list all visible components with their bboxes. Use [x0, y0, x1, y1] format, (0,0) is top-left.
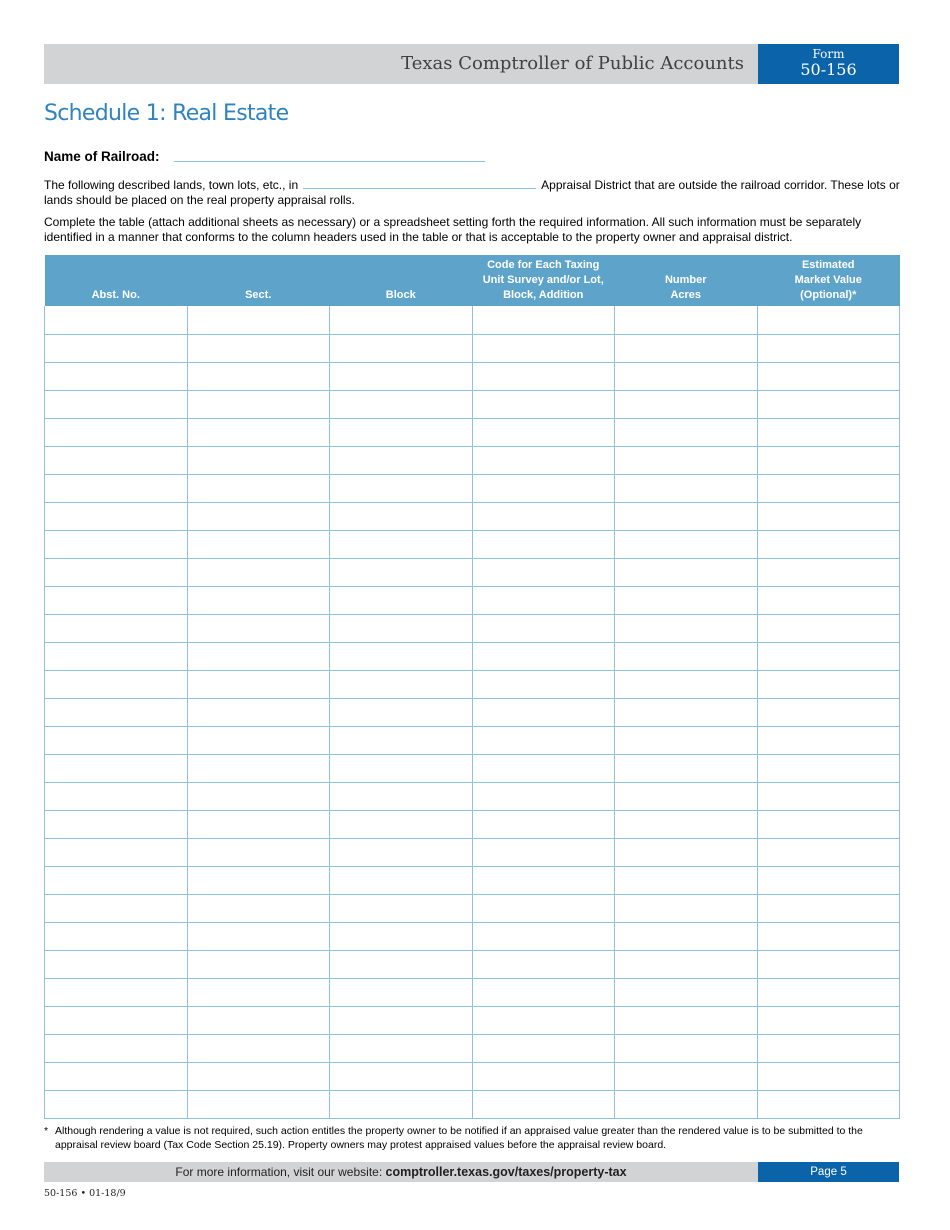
table-cell[interactable]: [757, 474, 900, 502]
column-header: [187, 255, 330, 306]
real-estate-table: [44, 255, 900, 1119]
table-cell[interactable]: [45, 642, 188, 670]
table-cell[interactable]: [472, 446, 615, 474]
table-row: [45, 502, 900, 530]
table-cell[interactable]: [45, 614, 188, 642]
table-cell[interactable]: [472, 530, 615, 558]
table-cell[interactable]: [45, 978, 188, 1006]
table-cell[interactable]: [45, 894, 188, 922]
table-cell[interactable]: [472, 1034, 615, 1062]
table-cell[interactable]: [472, 698, 615, 726]
table-cell[interactable]: [615, 866, 758, 894]
table-cell[interactable]: [615, 614, 758, 642]
railroad-name-label: Name of Railroad:: [44, 149, 160, 164]
table-row: [45, 726, 900, 754]
table-cell[interactable]: [757, 362, 900, 390]
table-cell[interactable]: [615, 670, 758, 698]
table-cell[interactable]: [615, 502, 758, 530]
table-cell[interactable]: [187, 782, 330, 810]
column-header-line: Unit Survey and/or Lot,: [482, 274, 604, 286]
table-row: [45, 866, 900, 894]
table-cell[interactable]: [757, 390, 900, 418]
table-cell[interactable]: [757, 1006, 900, 1034]
table-cell[interactable]: [472, 1062, 615, 1090]
table-cell[interactable]: [187, 894, 330, 922]
table-cell[interactable]: [757, 782, 900, 810]
column-header-line: Block, Addition: [503, 289, 584, 301]
table-cell[interactable]: [472, 978, 615, 1006]
table-cell[interactable]: [757, 558, 900, 586]
table-cell[interactable]: [330, 810, 473, 838]
table-cell[interactable]: [615, 446, 758, 474]
column-header: [615, 255, 758, 306]
table-cell[interactable]: [187, 614, 330, 642]
table-row: [45, 418, 900, 446]
table-row: [45, 446, 900, 474]
table-row: [45, 558, 900, 586]
table-cell[interactable]: [187, 446, 330, 474]
railroad-name-field[interactable]: [174, 161, 485, 162]
intro-paragraph: [44, 178, 900, 208]
table-row: [45, 1062, 900, 1090]
table-cell[interactable]: [45, 670, 188, 698]
table-row: [45, 334, 900, 362]
table-cell[interactable]: [187, 390, 330, 418]
table-row: [45, 586, 900, 614]
real-estate-table-container: [44, 255, 900, 1119]
table-cell[interactable]: [45, 1006, 188, 1034]
footnote-text: Although rendering a value is not required, such action entitles the property owner to be notified if an appraised value greater than the rendered value is to be submitted to the appraisal review board (Tax Code Section 25.19). Property owners may protest appraised values before the appraisal review board.: [55, 1125, 863, 1151]
table-cell[interactable]: [330, 390, 473, 418]
table-cell[interactable]: [472, 418, 615, 446]
table-cell[interactable]: [615, 698, 758, 726]
table-cell[interactable]: [187, 922, 330, 950]
table-cell[interactable]: [472, 334, 615, 362]
table-cell[interactable]: [330, 754, 473, 782]
table-cell[interactable]: [757, 530, 900, 558]
table-cell[interactable]: [330, 838, 473, 866]
table-cell[interactable]: [330, 698, 473, 726]
table-cell[interactable]: [330, 334, 473, 362]
table-cell[interactable]: [187, 558, 330, 586]
table-cell[interactable]: [45, 698, 188, 726]
table-cell[interactable]: [615, 586, 758, 614]
table-cell[interactable]: [187, 1006, 330, 1034]
table-cell[interactable]: [330, 586, 473, 614]
table-cell[interactable]: [472, 1090, 615, 1118]
table-cell[interactable]: [472, 670, 615, 698]
column-header-line: Market Value: [794, 274, 862, 286]
table-cell[interactable]: [187, 838, 330, 866]
table-cell[interactable]: [472, 922, 615, 950]
column-header: [45, 255, 188, 306]
table-row: [45, 810, 900, 838]
table-cell[interactable]: [330, 446, 473, 474]
table-cell[interactable]: [615, 558, 758, 586]
table-cell[interactable]: [45, 1062, 188, 1090]
table-cell[interactable]: [45, 390, 188, 418]
table-cell[interactable]: [45, 1090, 188, 1118]
column-header-line: Acres: [670, 289, 702, 301]
table-cell[interactable]: [187, 698, 330, 726]
table-cell[interactable]: [757, 810, 900, 838]
table-cell[interactable]: [757, 726, 900, 754]
table-cell[interactable]: [45, 502, 188, 530]
table-cell[interactable]: [330, 642, 473, 670]
table-cell[interactable]: [187, 530, 330, 558]
table-cell[interactable]: [45, 474, 188, 502]
table-cell[interactable]: [187, 670, 330, 698]
table-cell[interactable]: [615, 1090, 758, 1118]
table-cell[interactable]: [45, 362, 188, 390]
instructions-paragraph: Complete the table (attach additional sheets as necessary) or a spreadsheet setting forth the required information. All such information must be separately identified in a manner that conforms to the column headers used in the table or that is acceptable to the property owner and appraisal district.: [44, 215, 862, 244]
table-cell[interactable]: [330, 306, 473, 334]
column-header-line: (Optional)*: [800, 289, 857, 301]
table-row: [45, 782, 900, 810]
table-cell[interactable]: [330, 978, 473, 1006]
table-row: [45, 698, 900, 726]
table-cell[interactable]: [615, 418, 758, 446]
table-cell[interactable]: [330, 726, 473, 754]
table-cell[interactable]: [757, 866, 900, 894]
table-row: [45, 362, 900, 390]
table-cell[interactable]: [615, 530, 758, 558]
table-row: [45, 1090, 900, 1118]
table-cell[interactable]: [757, 642, 900, 670]
table-row: [45, 894, 900, 922]
column-header-line: Number: [664, 274, 707, 286]
table-body: [45, 306, 900, 1118]
table-cell[interactable]: [45, 754, 188, 782]
table-cell[interactable]: [45, 530, 188, 558]
table-cell[interactable]: [45, 418, 188, 446]
table-cell[interactable]: [472, 950, 615, 978]
table-cell[interactable]: [187, 418, 330, 446]
table-cell[interactable]: [472, 782, 615, 810]
table-cell[interactable]: [330, 418, 473, 446]
column-header-line: Abst. No.: [91, 289, 140, 301]
table-cell[interactable]: [757, 922, 900, 950]
table-cell[interactable]: [330, 474, 473, 502]
table-cell[interactable]: [615, 978, 758, 1006]
table-row: [45, 306, 900, 334]
table-row: [45, 754, 900, 782]
table-cell[interactable]: [330, 614, 473, 642]
table-row: [45, 670, 900, 698]
table-cell[interactable]: [472, 306, 615, 334]
page-number: Page 5: [758, 1162, 899, 1182]
table-cell[interactable]: [757, 306, 900, 334]
table-cell[interactable]: [330, 894, 473, 922]
footnote: [44, 1125, 900, 1152]
table-cell[interactable]: [472, 894, 615, 922]
table-cell[interactable]: [757, 978, 900, 1006]
table-cell[interactable]: [615, 334, 758, 362]
table-cell[interactable]: [45, 446, 188, 474]
table-row: [45, 642, 900, 670]
table-cell[interactable]: [472, 614, 615, 642]
table-row: [45, 474, 900, 502]
table-cell[interactable]: [45, 866, 188, 894]
table-cell[interactable]: [615, 362, 758, 390]
table-cell[interactable]: [330, 1034, 473, 1062]
column-header: [472, 255, 615, 306]
table-cell[interactable]: [472, 502, 615, 530]
table-cell[interactable]: [187, 362, 330, 390]
table-cell[interactable]: [187, 474, 330, 502]
table-cell[interactable]: [187, 1090, 330, 1118]
table-cell[interactable]: [615, 810, 758, 838]
table-cell[interactable]: [187, 726, 330, 754]
table-cell[interactable]: [615, 922, 758, 950]
column-header-line: Sect.: [245, 289, 272, 301]
table-cell[interactable]: [757, 502, 900, 530]
table-cell[interactable]: [187, 502, 330, 530]
table-cell[interactable]: [330, 922, 473, 950]
table-cell[interactable]: [187, 978, 330, 1006]
table-cell[interactable]: [757, 418, 900, 446]
form-number: 50-156: [800, 60, 857, 79]
table-cell[interactable]: [615, 642, 758, 670]
table-row: [45, 390, 900, 418]
table-cell[interactable]: [615, 894, 758, 922]
table-cell[interactable]: [187, 754, 330, 782]
footnote-marker: *: [44, 1125, 49, 1137]
table-row: [45, 922, 900, 950]
table-cell[interactable]: [472, 558, 615, 586]
column-header-line: Estimated: [801, 259, 855, 271]
form-label: Form: [812, 47, 845, 61]
table-cell[interactable]: [330, 362, 473, 390]
table-cell[interactable]: [330, 1090, 473, 1118]
table-cell[interactable]: [330, 558, 473, 586]
table-cell[interactable]: [757, 754, 900, 782]
column-header-line: Block: [385, 289, 416, 301]
table-cell[interactable]: [615, 838, 758, 866]
table-cell[interactable]: [615, 1006, 758, 1034]
table-cell[interactable]: [472, 586, 615, 614]
table-row: [45, 1034, 900, 1062]
table-cell[interactable]: [757, 894, 900, 922]
table-row: [45, 614, 900, 642]
railroad-name-row: [44, 148, 504, 166]
table-row: [45, 838, 900, 866]
table-cell[interactable]: [757, 1034, 900, 1062]
column-header: [330, 255, 473, 306]
table-cell[interactable]: [757, 1062, 900, 1090]
table-cell[interactable]: [615, 390, 758, 418]
table-row: [45, 530, 900, 558]
table-cell[interactable]: [187, 586, 330, 614]
schedule-title: Schedule 1: Real Estate: [44, 101, 289, 126]
table-cell[interactable]: [45, 1034, 188, 1062]
table-cell[interactable]: [472, 474, 615, 502]
column-header: [757, 255, 900, 306]
table-cell[interactable]: [45, 950, 188, 978]
table-cell[interactable]: [187, 810, 330, 838]
form-revision-code: 50-156 • 01-18/9: [44, 1188, 126, 1199]
table-cell[interactable]: [45, 558, 188, 586]
table-cell[interactable]: [45, 334, 188, 362]
table-cell[interactable]: [330, 1062, 473, 1090]
agency-title: Texas Comptroller of Public Accounts: [401, 53, 744, 74]
table-cell[interactable]: [615, 1034, 758, 1062]
table-cell[interactable]: [187, 642, 330, 670]
table-cell[interactable]: [330, 530, 473, 558]
website-link[interactable]: comptroller.texas.gov/taxes/property-tax: [385, 1165, 627, 1179]
table-cell[interactable]: [757, 446, 900, 474]
table-cell[interactable]: [187, 306, 330, 334]
table-cell[interactable]: [757, 614, 900, 642]
table-cell[interactable]: [330, 1006, 473, 1034]
table-cell[interactable]: [45, 922, 188, 950]
table-cell[interactable]: [757, 586, 900, 614]
form-number-box: [758, 44, 899, 84]
table-row: [45, 950, 900, 978]
column-header-line: Code for Each Taxing: [487, 259, 600, 271]
table-cell[interactable]: [187, 866, 330, 894]
table-cell[interactable]: [472, 390, 615, 418]
table-row: [45, 978, 900, 1006]
table-cell[interactable]: [330, 670, 473, 698]
table-cell[interactable]: [757, 670, 900, 698]
table-cell[interactable]: [187, 334, 330, 362]
table-cell[interactable]: [615, 726, 758, 754]
footer-bar: [44, 1162, 758, 1182]
table-cell[interactable]: [187, 1062, 330, 1090]
table-cell[interactable]: [472, 754, 615, 782]
table-cell[interactable]: [45, 586, 188, 614]
table-cell[interactable]: [45, 726, 188, 754]
table-row: [45, 1006, 900, 1034]
intro-text-after: Appraisal District that are outside the railroad corridor. These lots or lands should be placed on the real property appraisal rolls.: [44, 178, 900, 207]
table-cell[interactable]: [757, 838, 900, 866]
appraisal-district-field[interactable]: [303, 179, 536, 189]
table-cell[interactable]: [615, 1062, 758, 1090]
table-cell[interactable]: [757, 1090, 900, 1118]
table-cell[interactable]: [615, 306, 758, 334]
table-cell[interactable]: [45, 838, 188, 866]
footer-info-text: For more information, visit our website:: [175, 1165, 383, 1179]
table-cell[interactable]: [330, 502, 473, 530]
table-cell[interactable]: [472, 866, 615, 894]
table-cell[interactable]: [330, 950, 473, 978]
table-cell[interactable]: [615, 782, 758, 810]
table-cell[interactable]: [330, 782, 473, 810]
table-cell[interactable]: [472, 838, 615, 866]
table-cell[interactable]: [187, 1034, 330, 1062]
table-cell[interactable]: [615, 754, 758, 782]
table-cell[interactable]: [330, 866, 473, 894]
table-header-row: [45, 255, 900, 306]
intro-text-before: The following described lands, town lots, etc., in: [44, 178, 299, 192]
table-cell[interactable]: [757, 950, 900, 978]
table-cell[interactable]: [45, 782, 188, 810]
table-cell[interactable]: [45, 810, 188, 838]
table-cell[interactable]: [472, 810, 615, 838]
table-cell[interactable]: [472, 726, 615, 754]
table-cell[interactable]: [757, 698, 900, 726]
table-cell[interactable]: [615, 950, 758, 978]
table-cell[interactable]: [757, 334, 900, 362]
table-cell[interactable]: [472, 362, 615, 390]
table-cell[interactable]: [45, 306, 188, 334]
table-cell[interactable]: [615, 474, 758, 502]
table-cell[interactable]: [472, 642, 615, 670]
table-cell[interactable]: [187, 950, 330, 978]
table-cell[interactable]: [472, 1006, 615, 1034]
header-bar: [44, 44, 758, 84]
